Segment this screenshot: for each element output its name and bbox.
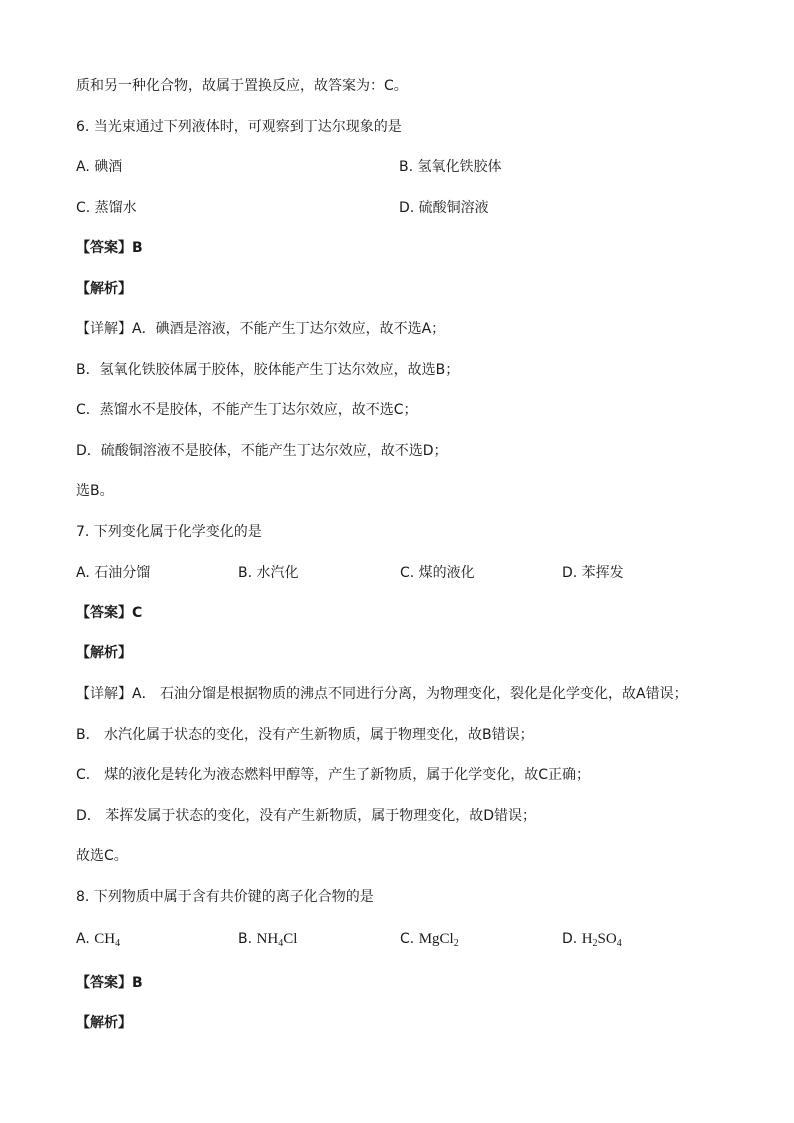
q8-analysis-heading: 【解析】 bbox=[76, 1015, 132, 1031]
q6-detail-a: 【详解】A．碘酒是溶液，不能产生丁达尔效应，故不选A； bbox=[76, 321, 446, 337]
q7-option-a: A. 石油分馏 bbox=[76, 565, 151, 581]
q6-analysis-heading: 【解析】 bbox=[76, 281, 132, 297]
q6-detail-b: B．氢氧化铁胶体属于胶体，胶体能产生丁达尔效应，故选B； bbox=[76, 362, 460, 378]
q6-option-b: B. 氢氧化铁胶体 bbox=[399, 159, 502, 175]
question-8: 8. 下列物质中属于含有共价键的离子化合物的是 bbox=[76, 889, 374, 905]
q6-conclusion: 选B。 bbox=[76, 483, 114, 499]
formula-nh4cl: $NH_4Cl$ bbox=[256, 931, 298, 949]
question-6: 6. 当光束通过下列液体时，可观察到丁达尔现象的是 bbox=[76, 119, 402, 135]
q7-option-c: C. 煤的液化 bbox=[400, 565, 475, 581]
q7-analysis-heading: 【解析】 bbox=[76, 645, 132, 661]
q6-option-d: D. 硫酸铜溶液 bbox=[399, 200, 489, 216]
q7-conclusion: 故选C。 bbox=[76, 848, 128, 864]
q6-option-a: A. 碘酒 bbox=[76, 159, 123, 175]
q7-detail-c: C． 煤的液化是转化为液态燃料甲醇等，产生了新物质，属于化学变化，故C正确； bbox=[76, 767, 590, 783]
q8-option-c bbox=[400, 929, 459, 949]
q8-option-b bbox=[238, 929, 297, 949]
q7-detail-d: D． 苯挥发属于状态的变化，没有产生新物质，属于物理变化，故D错误； bbox=[76, 808, 537, 824]
option-label: B. bbox=[238, 931, 253, 947]
q8-answer: 【答案】B bbox=[76, 975, 143, 991]
q6-detail-d: D．硫酸铜溶液不是胶体，不能产生丁达尔效应，故不选D； bbox=[76, 443, 448, 459]
option-label: D. bbox=[562, 931, 578, 947]
formula-h2so4: $H_2SO_4$ bbox=[581, 931, 622, 949]
formula-ch4: $CH_4$ bbox=[94, 931, 121, 949]
q8-option-d bbox=[562, 929, 622, 949]
q7-option-b: B. 水汽化 bbox=[238, 565, 299, 581]
q7-option-d: D. 苯挥发 bbox=[562, 565, 624, 581]
q7-answer: 【答案】C bbox=[76, 605, 143, 621]
q6-option-c: C. 蒸馏水 bbox=[76, 200, 137, 216]
q7-detail-b: B． 水汽化属于状态的变化，没有产生新物质，属于物理变化，故B错误； bbox=[76, 727, 534, 743]
formula-mgcl2: MgCl$_2$ bbox=[418, 931, 459, 949]
question-7: 7. 下列变化属于化学变化的是 bbox=[76, 524, 262, 540]
q8-option-a bbox=[76, 929, 120, 949]
q6-answer: 【答案】B bbox=[76, 240, 143, 256]
intro-text: 质和另一种化合物，故属于置换反应，故答案为：C。 bbox=[76, 78, 408, 94]
q7-detail-a: 【详解】A． 石油分馏是根据物质的沸点不同进行分离，为物理变化，裂化是化学变化，故A错误； bbox=[76, 686, 688, 702]
option-label: C. bbox=[400, 931, 415, 947]
q6-detail-c: C．蒸馏水不是胶体，不能产生丁达尔效应，故不选C； bbox=[76, 402, 418, 418]
option-label: A. bbox=[76, 931, 90, 947]
